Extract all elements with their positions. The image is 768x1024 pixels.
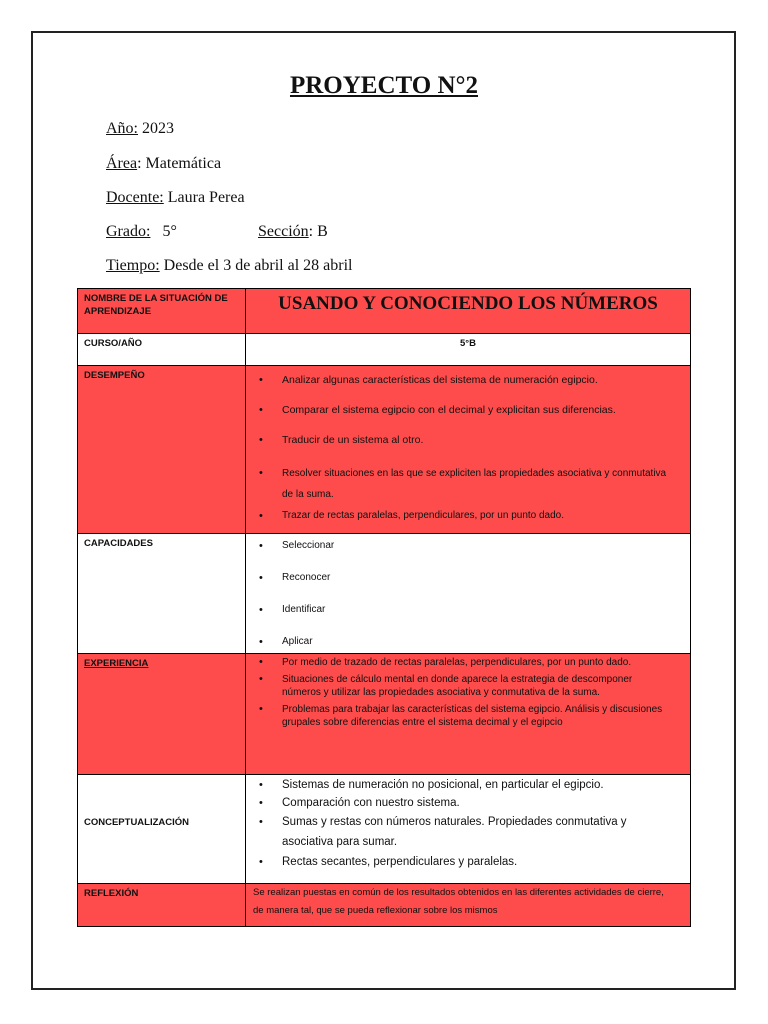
list-item: • Seleccionar	[246, 539, 690, 553]
year-value: 2023	[142, 120, 174, 137]
grade-label: Grado:	[106, 223, 151, 240]
grade-line	[106, 223, 177, 241]
conceptualization-list	[246, 775, 690, 872]
list-item: • Por medio de trazado de rectas paralelas, perpendiculares, por un punto dado.	[246, 656, 668, 669]
conceptualization-cell	[246, 775, 691, 884]
experience-label-text: EXPERIENCIA	[84, 658, 149, 669]
list-item: • Analizar algunas características del sistema de numeración egipcio.	[246, 373, 676, 387]
list-item: • Aplicar	[246, 635, 690, 649]
capacities-label: CAPACIDADES	[78, 534, 246, 654]
situation-row	[78, 289, 691, 334]
performance-cell	[246, 366, 691, 534]
reflection-row	[78, 884, 691, 927]
teacher-line	[106, 189, 245, 207]
course-value: 5°B	[460, 338, 476, 349]
list-item: • Identificar	[246, 603, 690, 617]
list-item: • Comparación con nuestro sistema.	[246, 794, 670, 812]
list-item: • Rectas secantes, perpendiculares y paralelas.	[246, 852, 670, 872]
area-label: Área	[106, 155, 138, 172]
learning-plan-table	[77, 288, 691, 927]
experience-list	[246, 654, 690, 729]
time-label: Tiempo:	[106, 257, 160, 274]
reflection-label: REFLEXIÓN	[78, 884, 246, 927]
list-item: • Sumas y restas con números naturales. Propiedades conmutativa y asociativa para sumar.	[246, 812, 670, 852]
list-item: • Traducir de un sistema al otro.	[246, 433, 676, 447]
course-label: CURSO/AÑO	[78, 334, 246, 366]
course-row	[78, 334, 691, 366]
time-line	[106, 257, 352, 275]
list-item: • Comparar el sistema egipcio con el decimal y explicitan sus diferencias.	[246, 403, 676, 417]
experience-cell	[246, 654, 691, 775]
experience-row	[78, 654, 691, 775]
reflection-value: Se realizan puestas en común de los resultados obtenidos en las diferentes actividades de cierre, de manera tal, que se pueda reflexionar sobre los mismos	[253, 887, 664, 916]
performance-label: DESEMPEÑO	[78, 366, 246, 534]
section-value: : B	[308, 223, 328, 240]
area-value: : Matemática	[137, 155, 222, 172]
list-item: • Resolver situaciones en las que se expliciten las propiedades asociativa y conmutativa de la suma.	[246, 463, 676, 505]
situation-cell	[246, 289, 691, 334]
experience-label	[78, 654, 246, 775]
capacities-cell	[246, 534, 691, 654]
list-item: • Situaciones de cálculo mental en donde aparece la estrategia de descomponer números y utilizar las propiedades asociativa y conmutativa de la suma.	[246, 673, 668, 699]
capacities-list	[246, 534, 690, 649]
conceptualization-label: CONCEPTUALIZACIÓN	[78, 775, 246, 884]
area-line	[106, 155, 221, 173]
time-value: Desde el 3 de abril al 28 abril	[163, 257, 353, 274]
year-label: Año:	[106, 120, 138, 137]
grade-value: 5°	[162, 223, 177, 240]
list-item: • Sistemas de numeración no posicional, en particular el egipcio.	[246, 776, 670, 794]
course-cell	[246, 334, 691, 366]
teacher-label: Docente:	[106, 189, 164, 206]
section-label: Sección	[258, 223, 309, 240]
list-item: • Problemas para trabajar las características del sistema egipcio. Análisis y discusiones grupales sobre diferencias entre el sistema decimal y el egipcio	[246, 703, 668, 729]
list-item: • Reconocer	[246, 571, 690, 585]
reflection-cell	[246, 884, 691, 927]
year-line	[106, 120, 174, 138]
performance-list	[246, 366, 690, 523]
conceptualization-row	[78, 775, 691, 884]
page-title: PROYECTO N°2	[289, 72, 479, 99]
capacities-row	[78, 534, 691, 654]
situation-value: USANDO Y CONOCIENDO LOS NÚMEROS	[278, 293, 658, 314]
situation-label: NOMBRE DE LA SITUACIÓN DE APRENDIZAJE	[78, 289, 246, 334]
list-item: • Trazar de rectas paralelas, perpendiculares, por un punto dado.	[246, 509, 676, 523]
section-line	[258, 223, 328, 241]
teacher-value: Laura Perea	[167, 189, 245, 206]
performance-row	[78, 366, 691, 534]
